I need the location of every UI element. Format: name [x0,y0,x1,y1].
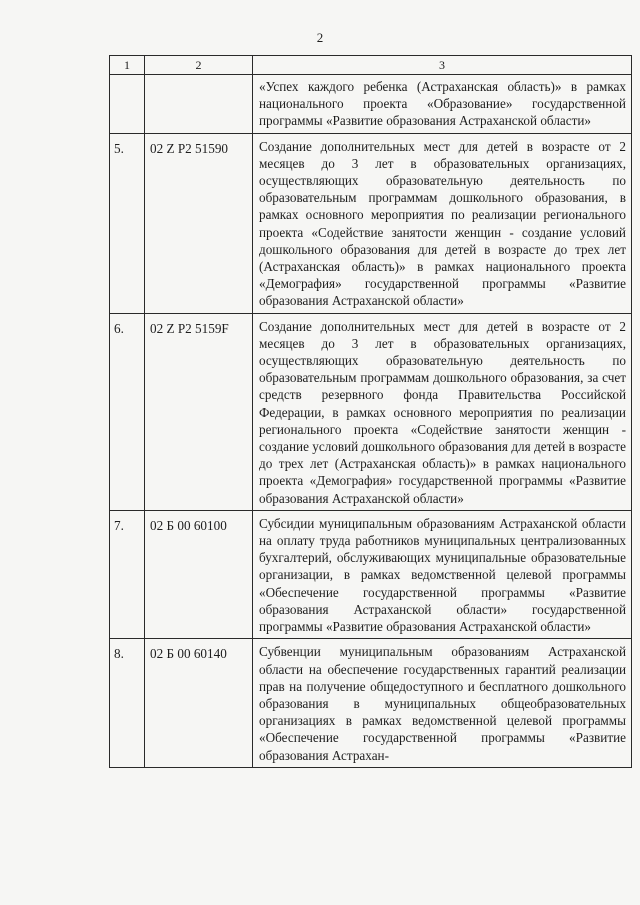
row-code: 02 Z P2 51590 [145,133,253,313]
row-number: 6. [110,313,145,510]
column-header-3: 3 [253,56,632,75]
row-code: 02 Б 00 60100 [145,510,253,638]
row-code: 02 Z P2 5159F [145,313,253,510]
row-code [145,75,253,134]
table-row-5 [110,133,632,313]
column-header-1: 1 [110,56,145,75]
table-row-continuation [110,75,632,134]
row-number: 7. [110,510,145,638]
row-number [110,75,145,134]
table-row-7 [110,510,632,638]
row-description: Субсидии муниципальным образованиям Астраханской области на оплату труда работников муниципальных централизованных бухгалтерий, обслуживающих муниципальные образовательные организации, в рамках ведомственной целевой программы «Обеспечение государственной программы «Развитие образования Астраханской области» государственной программы «Развитие образования Астраханской области» [253,510,632,638]
column-header-2: 2 [145,56,253,75]
table-row-6 [110,313,632,510]
row-description: Субвенции муниципальным образованиям Астраханской области на обеспечение государственных гарантий реализации прав на получение общедоступного и бесплатного дошкольного образования в муниципальных общеобразовательных организациях в рамках ведомственной целевой программы «Обеспечение государственной программы «Развитие образования Астрахан- [253,639,632,767]
row-description: Создание дополнительных мест для детей в возрасте от 2 месяцев до 3 лет в образовательных организациях, осуществляющих образовательную деятельность по образовательным программам дошкольного образования, в рамках основного мероприятия по реализации регионального проекта «Содействие занятости женщин - создание условий дошкольного образования для детей в возрасте до трех лет (Астраханская область)» в рамках национального проекта «Демография» государственной программы «Развитие образования Астраханской области» [253,133,632,313]
page-number: 2 [316,30,324,45]
row-description: «Успех каждого ребенка (Астраханская область)» в рамках национального проекта «Образование» государственной программы «Развитие образования Астраханской области» [253,75,632,134]
row-number: 5. [110,133,145,313]
row-description: Создание дополнительных мест для детей в возрасте от 2 месяцев до 3 лет в образовательных организациях, осуществляющих образовательную деятельность по образовательным программам дошкольного образования, за счет средств резервного фонда Правительства Российской Федерации, в рамках основного мероприятия по реализации регионального проекта «Содействие занятости женщин - создание условий дошкольного образования для детей в возрасте до трех лет (Астраханская область)» в рамках национального проекта «Демография» государственной программы «Развитие образования Астраханской области» [253,313,632,510]
budget-classification-table [109,55,632,768]
row-code: 02 Б 00 60140 [145,639,253,767]
table-header-row [110,56,632,75]
table-row-8 [110,639,632,767]
row-number: 8. [110,639,145,767]
